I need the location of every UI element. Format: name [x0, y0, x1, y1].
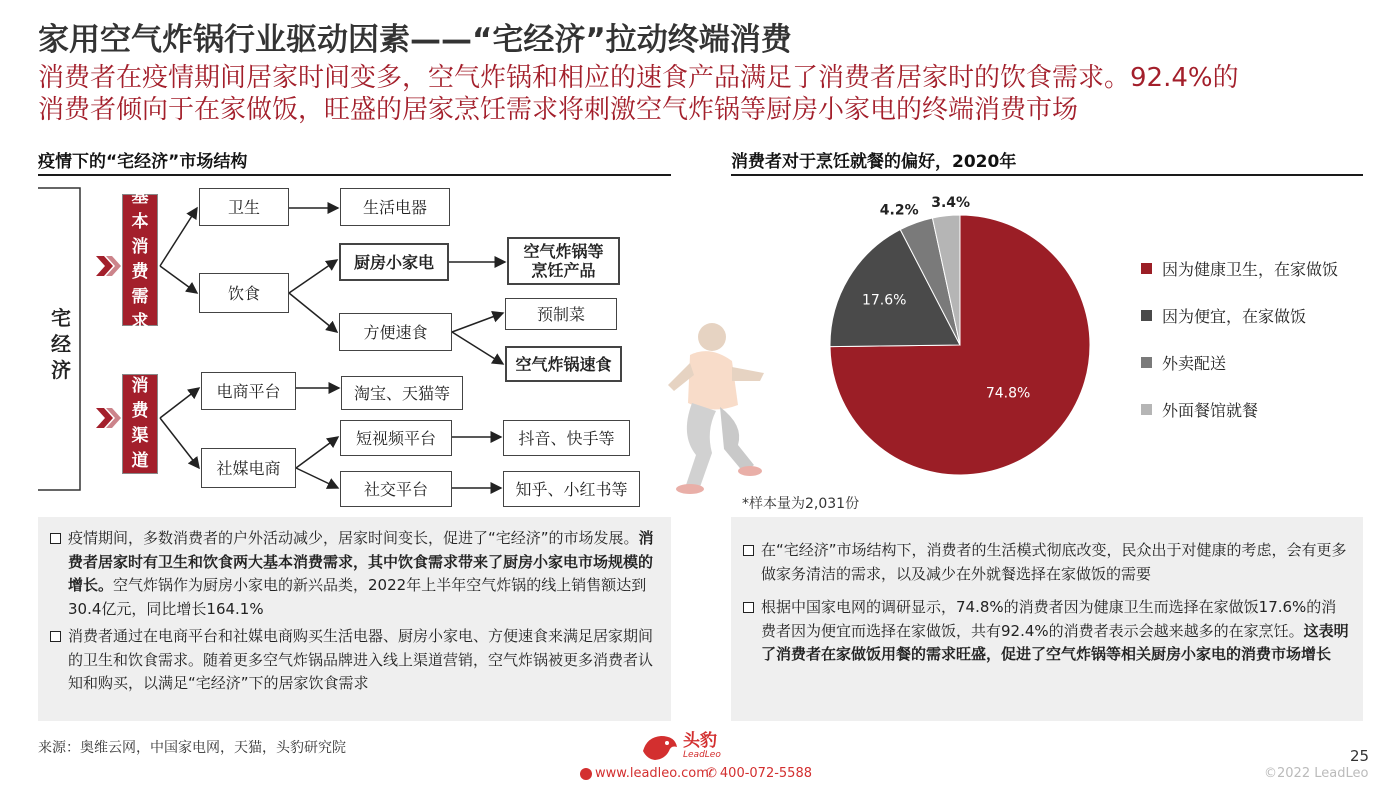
brand-name-cn: 头豹	[683, 731, 717, 751]
left-bullet-1-text-b: 消费者居家时有卫生和饮食两大基本消费需求，其中饮食需求带来了厨房小家电市场规模的增长。	[68, 529, 654, 594]
right-section-title: 消费者对于烹饪就餐的偏好，2020年	[731, 152, 1017, 172]
node-taobao: 淘宝、天猫等	[341, 376, 463, 410]
legend-label: 外面餐馆就餐	[1162, 401, 1259, 420]
pie-label-0: 74.8%	[985, 385, 1031, 402]
checkbox-icon	[50, 533, 61, 544]
brand-name-en: LeadLeo	[683, 750, 721, 760]
runner-illustration	[640, 315, 780, 515]
left-section-rule	[38, 174, 671, 176]
subtitle-line-1: 消费者在疫情期间居家时间变多，空气炸锅和相应的速食产品满足了消费者居家时的饮食需求。92.4%的	[38, 63, 1239, 93]
checkbox-icon	[743, 602, 754, 613]
node-chufang: 厨房小家电	[339, 243, 449, 281]
node-zhihu: 知乎、小红书等	[503, 471, 640, 507]
checkbox-icon	[743, 545, 754, 556]
globe-icon	[580, 768, 592, 780]
node-fangbian: 方便速食	[339, 313, 452, 351]
legend-swatch	[1141, 310, 1152, 321]
pie-label-3: 3.4%	[931, 194, 971, 211]
node-duanshipin: 短视频平台	[340, 420, 452, 456]
node-dianshang: 电商平台	[201, 372, 296, 410]
right-bullet-1-text: 在“宅经济”市场结构下，消费者的生活模式彻底改变，民众出于对健康的考虑，会有更多做家务清洁的需求，以及减少在外就餐选择在家做饭的需要	[761, 541, 1347, 583]
source-note: 来源：奥维云网，中国家电网，天猫，头豹研究院	[38, 740, 346, 756]
legend-label: 因为健康卫生，在家做饭	[1162, 260, 1339, 279]
group-basic-needs-label: 基本消费需求	[131, 187, 149, 332]
sample-note: *样本量为2,031份	[742, 496, 860, 512]
page-subtitle	[38, 62, 1368, 126]
node-weisheng: 卫生	[199, 188, 289, 226]
left-bullet-1-text-a: 疫情期间，多数消费者的户外活动减少，居家时间变长，促进了“宅经济”的市场发展。	[68, 529, 639, 547]
node-airfryer-products-line2: 烹饪产品	[531, 261, 596, 280]
node-airfryer-food: 空气炸锅速食	[505, 346, 622, 382]
node-airfryer-products	[507, 237, 620, 285]
chevron-icon-2	[96, 408, 121, 428]
chevron-icon-1	[96, 256, 121, 276]
group-channels-label: 消费渠道	[131, 376, 149, 471]
legend-swatch	[1141, 263, 1152, 274]
phone-icon: ✆	[706, 766, 717, 781]
right-bullet-2-text-b: 这表明了消费者在家做饭用餐的需求旺盛，促进了空气炸锅等相关厨房小家电的消费市场增长	[761, 621, 1349, 663]
legend-item-3	[1141, 398, 1258, 421]
pie-label-2: 4.2%	[879, 202, 919, 219]
copyright: ©2022 LeadLeo	[1264, 766, 1369, 781]
left-bullet-1-text-c: 空气炸锅作为厨房小家电的新兴品类，2022年上半年空气炸锅的线上销售额达到30.4亿元，同比增长164.1%	[68, 576, 647, 618]
brand-logo	[641, 733, 721, 763]
phone-contact	[706, 766, 812, 781]
legend-item-2	[1141, 351, 1226, 374]
node-yuzhi: 预制菜	[505, 298, 617, 330]
checkbox-icon	[50, 631, 61, 642]
node-douyin: 抖音、快手等	[503, 420, 630, 456]
right-bullet-2	[743, 596, 1351, 667]
legend-item-0	[1141, 257, 1338, 280]
website-link[interactable]	[580, 766, 709, 781]
legend-swatch	[1141, 357, 1152, 368]
page-number: 25	[1350, 747, 1370, 765]
group-channels	[122, 374, 158, 474]
left-section-title: 疫情下的“宅经济”市场结构	[38, 152, 248, 172]
pie-label-1: 17.6%	[861, 292, 907, 309]
left-bullet-2	[50, 625, 659, 696]
node-shemei: 社媒电商	[201, 448, 296, 488]
legend-item-1	[1141, 304, 1306, 327]
root-label: 宅经济	[51, 306, 71, 382]
subtitle-line-2: 消费者倾向于在家做饭，旺盛的居家烹饪需求将刺激空气炸锅等厨房小家电的终端消费市场	[38, 95, 1079, 125]
pie-chart	[780, 180, 1110, 490]
phone-text: 400-072-5588	[719, 766, 812, 781]
legend-label: 因为便宜，在家做饭	[1162, 307, 1307, 326]
right-text-panel	[731, 517, 1363, 721]
left-bullet-2-text: 消费者通过在电商平台和社媒电商购买生活电器、厨房小家电、方便速食来满足居家期间的卫生和饮食需求。随着更多空气炸锅品牌进入线上渠道营销，空气炸锅被更多消费者认知和购买，以满足“宅经济”下的居家饮食需求	[68, 627, 654, 692]
website-text: www.leadleo.com	[595, 766, 709, 781]
node-yinshi: 饮食	[199, 273, 289, 313]
node-airfryer-products-line1: 空气炸锅等	[523, 242, 604, 261]
right-section-rule	[731, 174, 1363, 176]
legend-swatch	[1141, 404, 1152, 415]
group-basic-needs	[122, 187, 158, 332]
left-text-panel	[38, 517, 671, 721]
legend-label: 外卖配送	[1162, 354, 1227, 373]
right-bullet-1	[743, 539, 1351, 586]
page-title: 家用空气炸锅行业驱动因素——“宅经济”拉动终端消费	[38, 22, 792, 58]
leopard-logo-icon	[641, 733, 679, 763]
left-bullet-1	[50, 527, 659, 621]
right-bullet-2-text-a: 根据中国家电网的调研显示，74.8%的消费者因为健康卫生而选择在家做饭17.6%的消费者因为便宜而选择在家做饭，共有92.4%的消费者表示会越来越多的在家烹饪。	[761, 598, 1337, 640]
node-shenghuo: 生活电器	[340, 188, 450, 226]
node-shejiao: 社交平台	[340, 471, 452, 507]
